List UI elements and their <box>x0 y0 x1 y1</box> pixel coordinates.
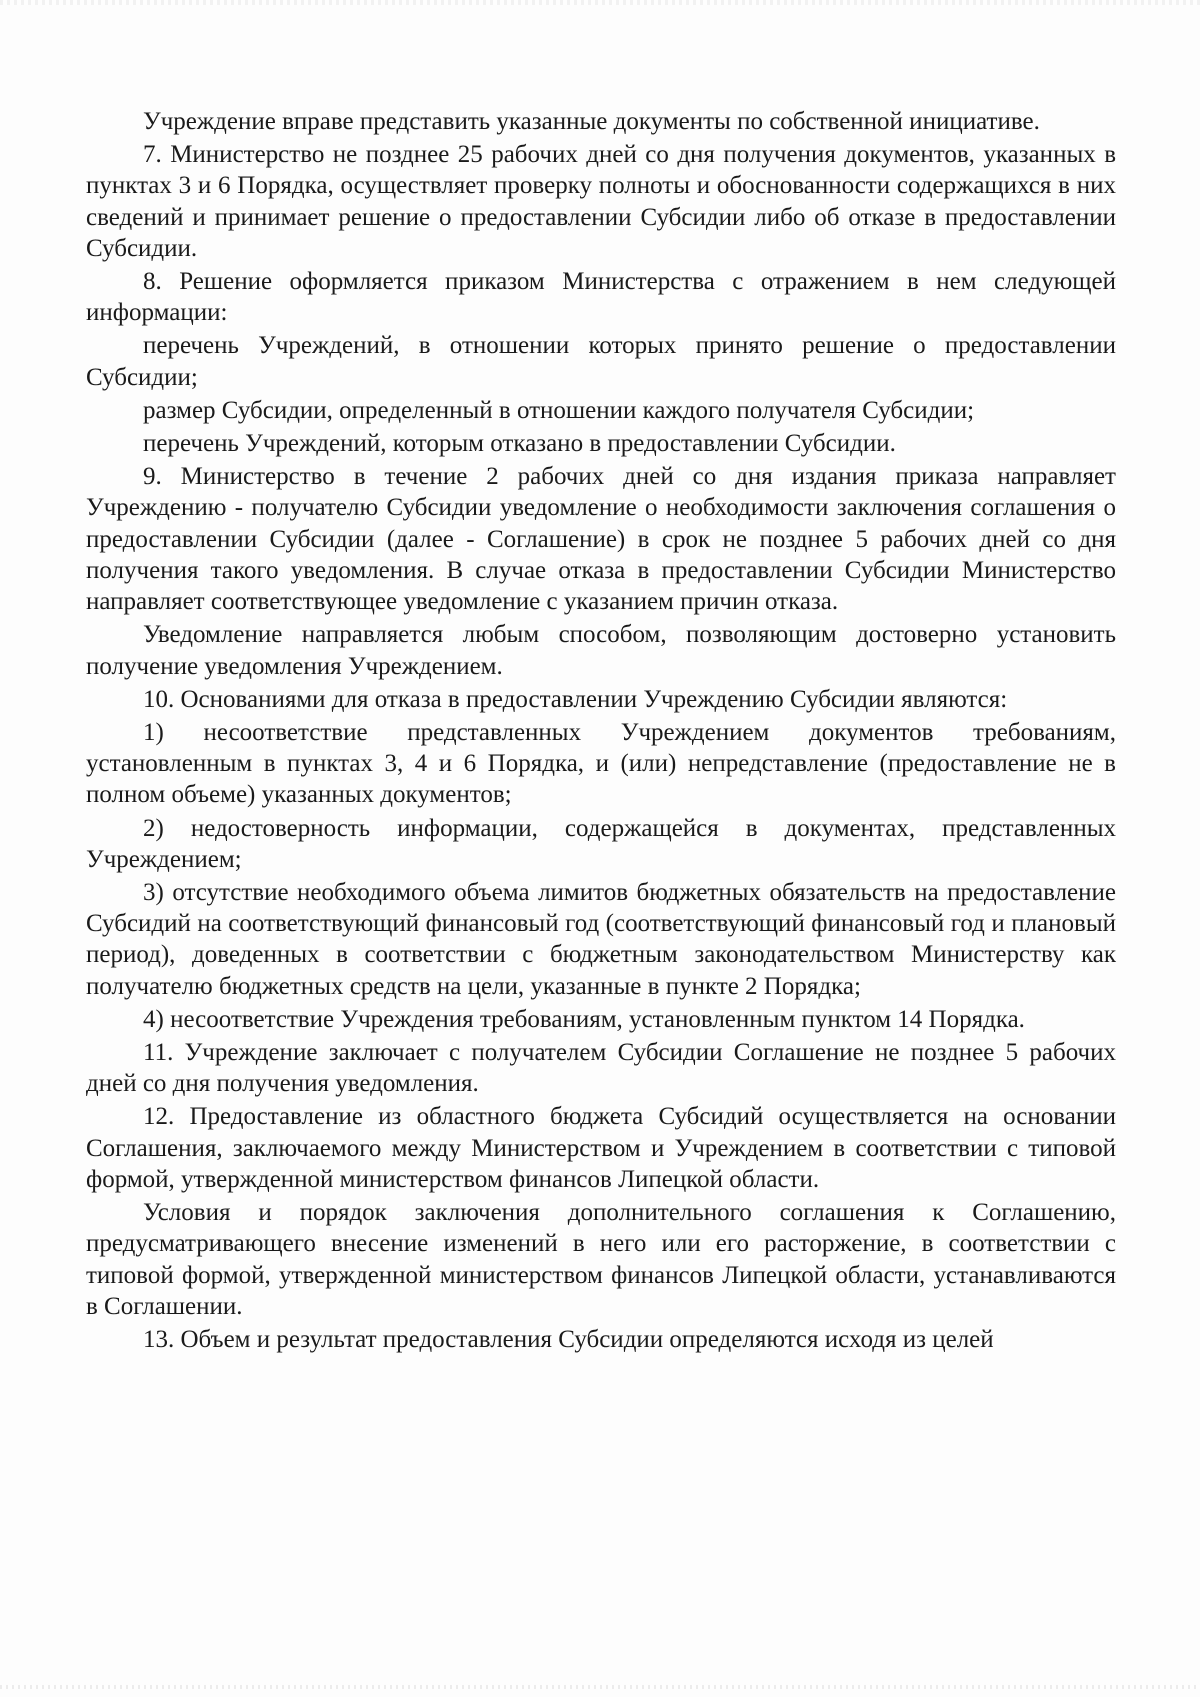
paragraph-11: 11. Учреждение заключает с получателем Субсидии Соглашение не позднее 5 рабочих дней со дня получения уведомления. <box>86 1038 1116 1098</box>
paragraph-initiative: Учреждение вправе представить указанные документы по собственной инициативе. <box>143 108 1040 135</box>
paragraph-10-item-3: 3) отсутствие необходимого объема лимитов бюджетных обязательств на предоставление Субсидий на соответствующий финансовый год (соответствующий финансовый год и плановый период), доведенных в соответствии с бюджетным законодательством Министерству как получателю бюджетных средств на цели, указанные в пункте 2 Порядка; <box>86 878 1116 1000</box>
paragraph-10-item-2: 2) недостоверность информации, содержащейся в документах, представленных Учреждением; <box>86 814 1116 873</box>
paragraph-10-item-1: 1) несоответствие представленных Учреждением документов требованиям, установленным в пунктах 3, 4 и 6 Порядка, и (или) непредставление (предоставление не в полном объеме) указанных документов; <box>86 718 1116 809</box>
scan-edge-bottom <box>0 1685 1200 1689</box>
document-body <box>86 106 1116 1357</box>
paragraph-13: 13. Объем и результат предоставления Субсидии определяются исходя из целей <box>143 1326 994 1354</box>
paragraph-9-notice: Уведомление направляется любым способом, позволяющим достоверно установить получение уведомления Учреждением. <box>86 621 1116 680</box>
paragraph-10: 10. Основаниями для отказа в предоставлении Учреждению Субсидии являются: <box>143 685 1008 713</box>
paragraph-8-item-1: перечень Учреждений, в отношении которых принято решение о предоставлении Субсидии; <box>86 332 1116 391</box>
paragraph-7: 7. Министерство не позднее 25 рабочих дней со дня получения документов, указанных в пунктах 3 и 6 Порядка, осуществляет проверку полноты и обоснованности содержащихся в них сведений и принимает решение о предоставлении Субсидии либо об отказе в предоставлении Субсидии. <box>86 141 1116 262</box>
scan-edge-top <box>0 0 1200 5</box>
paragraph-9: 9. Министерство в течение 2 рабочих дней со дня издания приказа направляет Учреждению - получателю Субсидии уведомление о необходимости заключения соглашения о предоставлении Субсидии (далее - Соглашение) в срок не позднее 5 рабочих дней со дня получения такого уведомления. В случае отказа в предоставлении Субсидии Министерство направляет соответствующее уведомление с указанием причин отказа. <box>86 463 1116 616</box>
paragraph-10-item-4: 4) несоответствие Учреждения требованиям, установленным пунктом 14 Порядка. <box>143 1005 1025 1033</box>
paragraph-8: 8. Решение оформляется приказом Министерства с отражением в нем следующей информации: <box>86 268 1116 327</box>
paragraph-8-item-3: перечень Учреждений, которым отказано в предоставлении Субсидии. <box>143 429 896 457</box>
paragraph-12-conditions: Условия и порядок заключения дополнительного соглашения к Соглашению, предусматривающего внесение изменений в него или его расторжение, в соответствии с типовой формой, утвержденной министерством финансов Липецкой области, устанавливаются в Соглашении. <box>86 1199 1116 1320</box>
paragraph-12: 12. Предоставление из областного бюджета Субсидий осуществляется на основании Соглашения, заключаемого между Министерством и Учреждением в соответствии с типовой формой, утвержденной министерством финансов Липецкой области. <box>86 1103 1116 1193</box>
paragraph-8-item-2: размер Субсидии, определенный в отношении каждого получателя Субсидии; <box>143 396 975 424</box>
